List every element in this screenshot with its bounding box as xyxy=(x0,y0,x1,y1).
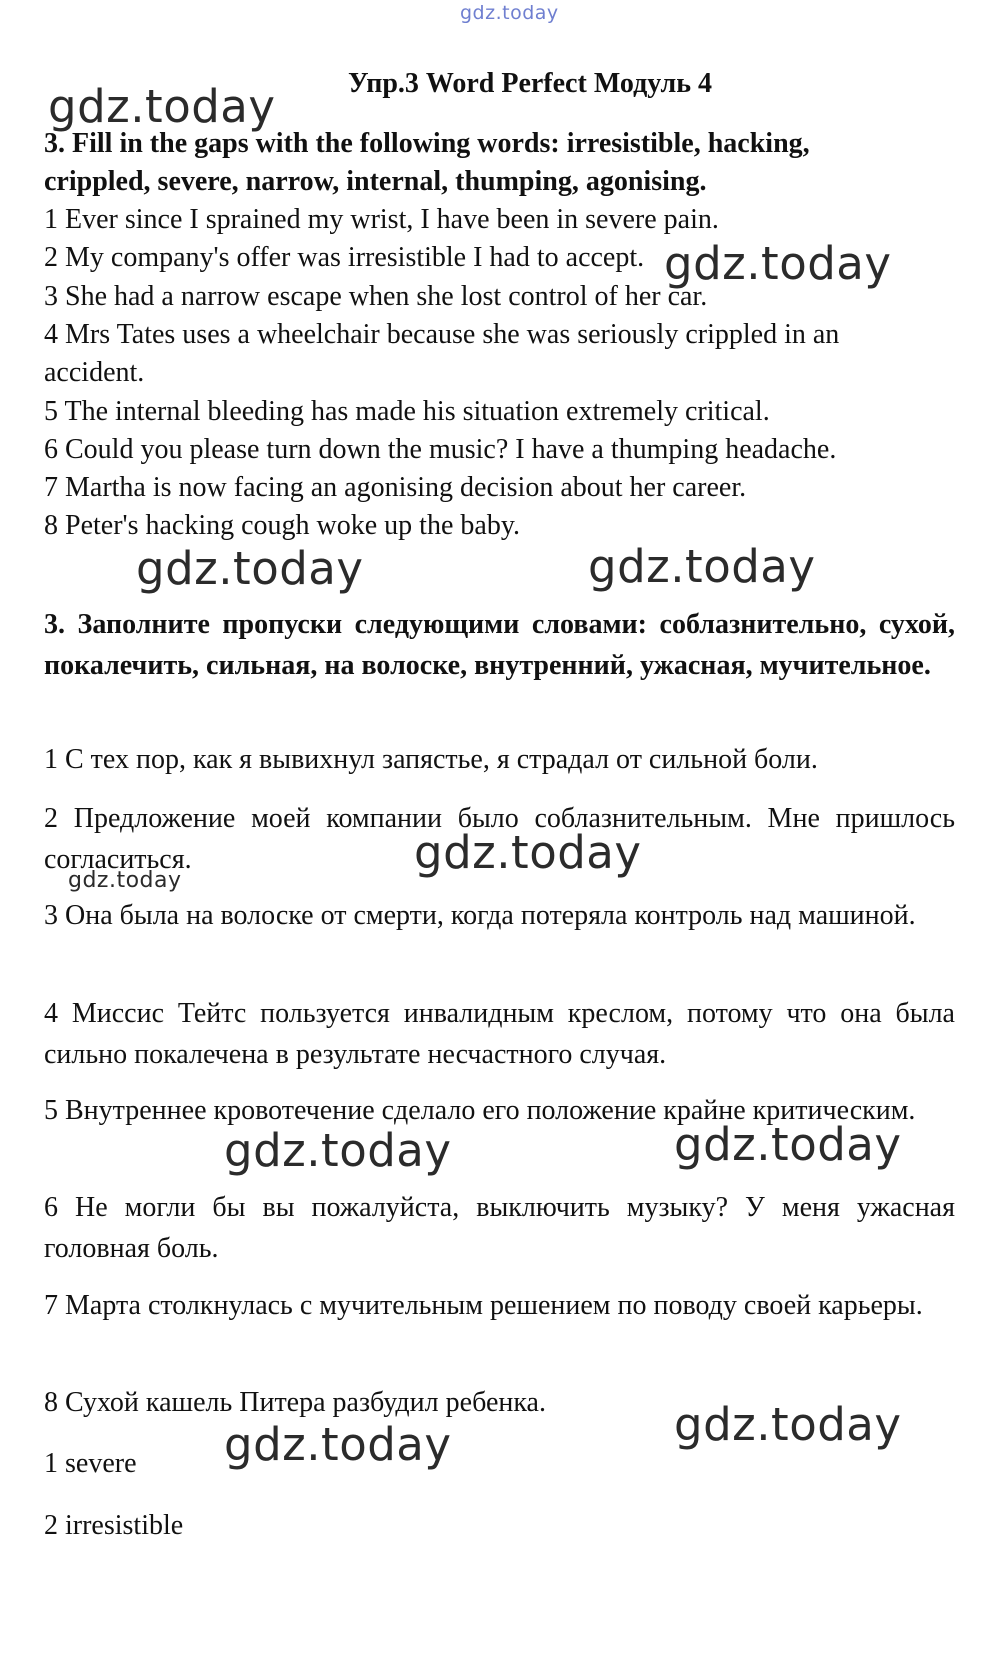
sentence-ru: 8 Сухой кашель Питера разбудил ребенка. xyxy=(44,1387,546,1418)
sentence-en: accident. xyxy=(44,357,145,388)
sentence-ru: 5 Внутреннее кровотечение сделало его положение крайне критическим. xyxy=(44,1095,916,1126)
task-heading-en: crippled, severe, narrow, internal, thumping, agonising. xyxy=(44,166,707,197)
task-heading-en: 3. Fill in the gaps with the following words: irresistible, hacking, xyxy=(44,128,810,159)
watermark: gdz.today xyxy=(68,868,182,893)
task-heading-ru: 3. Заполните пропуски следующими словами: соблазнительно, сухой, покалечить, сильная, на волоске, внутренний, ужасная, мучительное. xyxy=(44,609,955,681)
watermark: gdz.today xyxy=(48,80,276,133)
sentence-en: 2 My company's offer was irresistible I had to accept. xyxy=(44,242,645,273)
sentence-ru: 3 Она была на волоске от смерти, когда потеряла контроль над машиной. xyxy=(44,900,916,931)
sentence-ru: 2 Предложение моей компании было соблазнительным. Мне пришлось согласиться. xyxy=(44,803,955,875)
answer-item: 2 irresistible xyxy=(44,1510,184,1541)
sentence-en: 6 Could you please turn down the music? I have a thumping headache. xyxy=(44,434,837,465)
watermark-top: gdz.today xyxy=(460,2,559,24)
watermark: gdz.today xyxy=(664,237,892,290)
sentence-en: 8 Peter's hacking cough woke up the baby. xyxy=(44,510,520,541)
watermark: gdz.today xyxy=(588,540,816,593)
sentence-ru: 6 Не могли бы вы пожалуйста, выключить музыку? У меня ужасная головная боль. xyxy=(44,1192,955,1264)
watermark: gdz.today xyxy=(224,1124,452,1177)
sentence-en: 3 She had a narrow escape when she lost control of her car. xyxy=(44,281,708,312)
answer-item: 1 severe xyxy=(44,1448,137,1479)
page-title: Упр.3 Word Perfect Модуль 4 xyxy=(347,68,713,99)
sentence-ru: 1 С тех пор, как я вывихнул запястье, я страдал от сильной боли. xyxy=(44,744,818,775)
watermark: gdz.today xyxy=(674,1398,902,1451)
sentence-en: 5 The internal bleeding has made his situation extremely critical. xyxy=(44,396,770,427)
sentence-ru: 4 Миссис Тейтс пользуется инвалидным креслом, потому что она была сильно покалечена в результате несчастного случая. xyxy=(44,998,955,1070)
watermark: gdz.today xyxy=(674,1118,902,1171)
watermark: gdz.today xyxy=(224,1418,452,1471)
sentence-en: 7 Martha is now facing an agonising decision about her career. xyxy=(44,472,747,503)
sentence-en: 4 Mrs Tates uses a wheelchair because she was seriously crippled in an xyxy=(44,319,840,350)
sentence-en: 1 Ever since I sprained my wrist, I have been in severe pain. xyxy=(44,204,719,235)
watermark: gdz.today xyxy=(136,542,364,595)
watermark: gdz.today xyxy=(414,826,642,879)
sentence-ru: 7 Марта столкнулась с мучительным решением по поводу своей карьеры. xyxy=(44,1290,923,1321)
